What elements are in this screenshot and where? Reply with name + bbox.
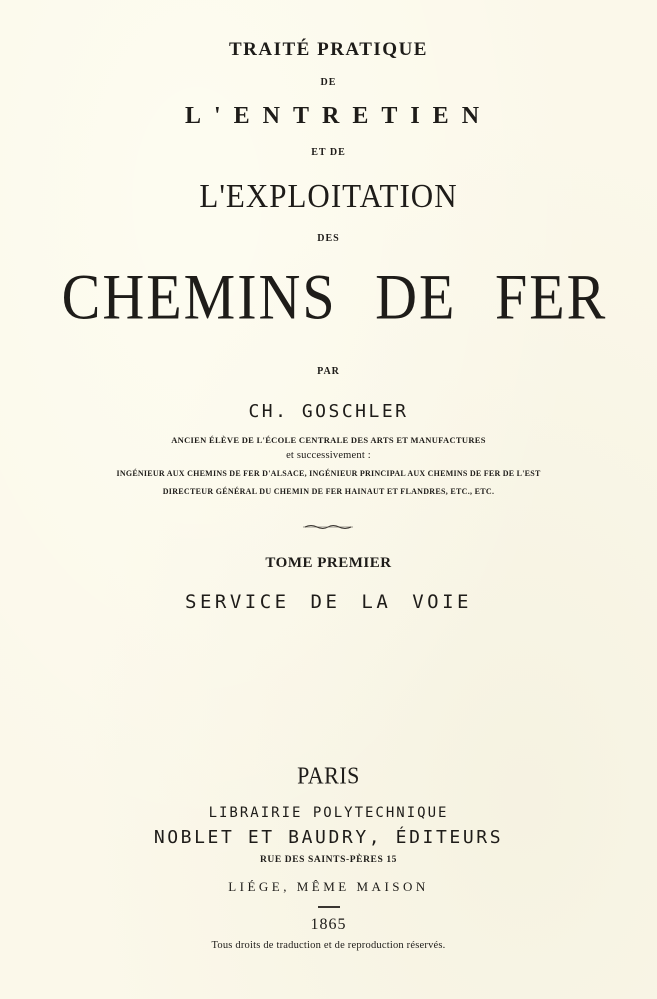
volume-subject: SERVICE DE LA VOIE [185,591,472,613]
byline-par: PAR [317,366,340,377]
title-line-de: DE [320,77,337,88]
title-line-traite-pratique: TRAITÉ PRATIQUE [229,39,428,60]
title-line-et-de: ET DE [311,147,346,158]
imprint-city: PARIS [297,761,360,790]
imprint-bookshop: LIBRAIRIE POLYTECHNIQUE [208,805,449,821]
author-credential-4: DIRECTEUR GÉNÉRAL DU CHEMIN DE FER HAINAUT ET FLANDRES, ETC., ETC. [162,487,495,496]
imprint-branch: LIÉGE, MÊME MAISON [228,879,429,894]
title-line-des: DES [317,233,340,244]
imprint-address: RUE DES SAINTS-PÈRES 15 [259,855,398,865]
imprint-rights: Tous droits de traduction et de reproduction réservés. [211,940,446,951]
author-credential-3: INGÉNIEUR AUX CHEMINS DE FER D'ALSACE, INGÉNIEUR PRINCIPAL AUX CHEMINS DE FER DE L'EST [116,469,541,478]
title-line-entretien: L'ENTRETIEN [184,103,493,129]
volume-number: TOME PREMIER [265,555,392,571]
author-name: CH. GOSCHLER [248,401,409,422]
imprint-publisher: NOBLET ET BAUDRY, ÉDITEURS [153,827,504,848]
short-rule-divider [318,906,340,908]
imprint-year: 1865 [310,916,347,933]
author-credential-1: ANCIEN ÉLÈVE DE L'ÉCOLE CENTRALE DES ARTS ET MANUFACTURES [171,435,486,445]
ornament-divider-icon [303,523,353,531]
author-credential-2: et successivement : [286,450,371,461]
title-line-exploitation: L'EXPLOITATION [199,176,458,215]
title-line-chemins-de-fer: CHEMINS DE FER [61,260,608,333]
